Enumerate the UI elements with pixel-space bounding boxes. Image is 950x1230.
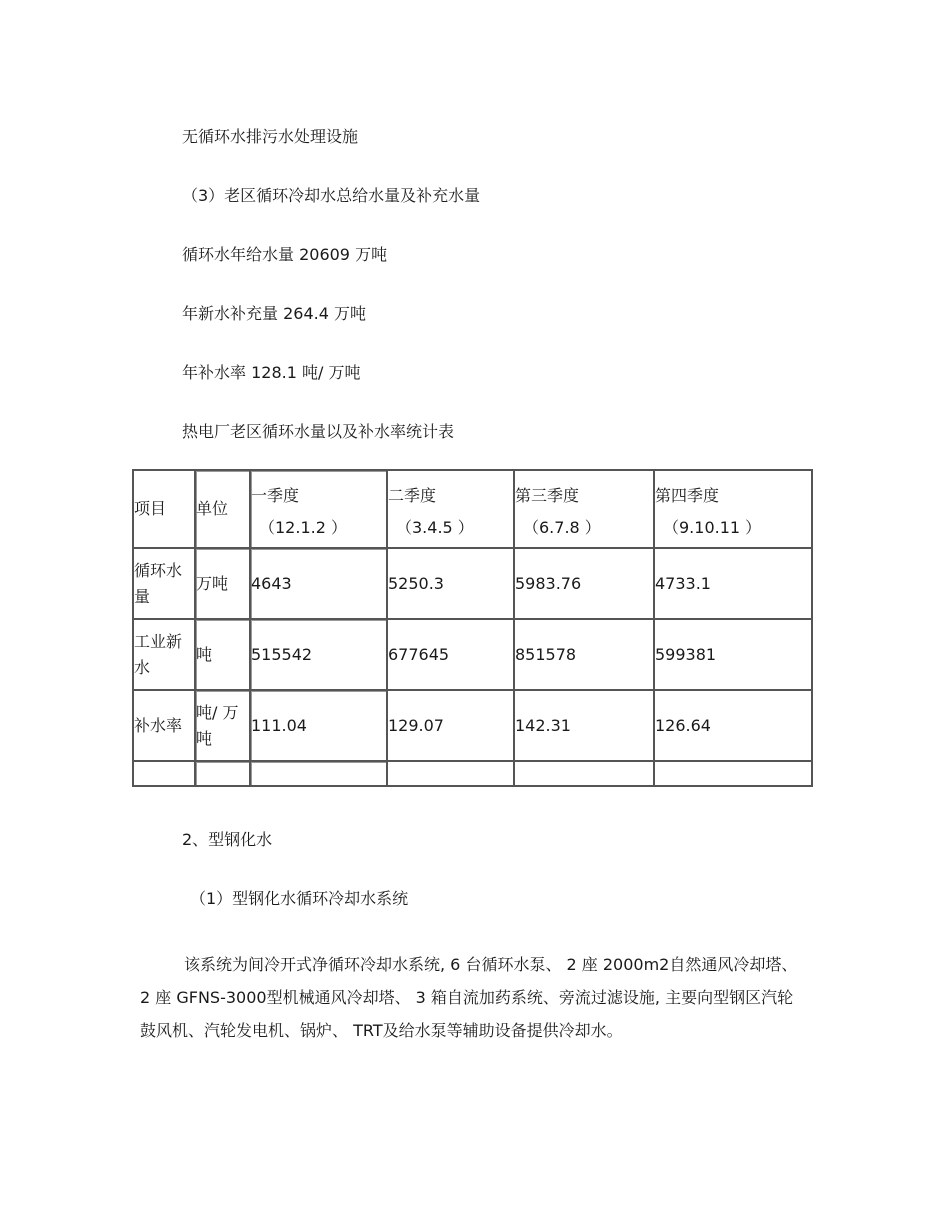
table-row <box>134 691 813 762</box>
text-line-new-water: 年新水补充量 264.4 万吨 <box>182 304 366 323</box>
table-header-row <box>134 471 813 549</box>
heading-old-area-water: （3）老区循环冷却水总给水量及补充水量 <box>182 186 481 205</box>
header-unit: 单位 <box>196 471 251 549</box>
row-unit: 吨 <box>196 620 251 691</box>
header-q1-months: （12.1.2 ） <box>259 518 347 537</box>
table-caption: 热电厂老区循环水量以及补水率统计表 <box>182 422 455 441</box>
empty-cell <box>196 762 251 787</box>
row-q4: 4733.1 <box>655 549 813 620</box>
row-q3: 851578 <box>515 620 655 691</box>
empty-cell <box>515 762 655 787</box>
body-paragraph <box>140 948 800 1047</box>
row-q1: 4643 <box>251 549 388 620</box>
row-q4: 126.64 <box>655 691 813 762</box>
section-subtitle: （1）型钢化水循环冷却水系统 <box>190 889 409 908</box>
row-q4: 599381 <box>655 620 813 691</box>
empty-cell <box>134 762 196 787</box>
header-q1-label: 一季度 <box>251 486 300 505</box>
header-q4 <box>655 471 813 549</box>
text-line-annual-supply: 循环水年给水量 20609 万吨 <box>182 245 388 264</box>
row-q3: 5983.76 <box>515 549 655 620</box>
text-line-no-treatment: 无循环水排污水处理设施 <box>182 127 359 146</box>
table-row <box>134 549 813 620</box>
text-line-makeup-rate: 年补水率 128.1 吨/ 万吨 <box>182 363 361 382</box>
header-q2-label: 二季度 <box>388 486 437 505</box>
empty-cell <box>251 762 388 787</box>
row-q2: 677645 <box>388 620 515 691</box>
row-item: 循环水量 <box>134 549 196 620</box>
row-unit: 吨/ 万吨 <box>196 691 251 762</box>
header-q3-label: 第三季度 <box>515 486 580 505</box>
header-q2 <box>388 471 515 549</box>
row-q2: 129.07 <box>388 691 515 762</box>
row-q2: 5250.3 <box>388 549 515 620</box>
row-q1: 515542 <box>251 620 388 691</box>
header-q3-months: （6.7.8 ） <box>523 518 601 537</box>
header-q4-label: 第四季度 <box>655 486 720 505</box>
header-q4-months: （9.10.11 ） <box>663 518 762 537</box>
empty-cell <box>388 762 515 787</box>
row-item: 补水率 <box>134 691 196 762</box>
water-stats-table <box>132 469 813 787</box>
row-q3: 142.31 <box>515 691 655 762</box>
row-unit: 万吨 <box>196 549 251 620</box>
header-item: 项目 <box>134 471 196 549</box>
row-q1: 111.04 <box>251 691 388 762</box>
empty-cell <box>655 762 813 787</box>
header-q3 <box>515 471 655 549</box>
table-row <box>134 620 813 691</box>
row-item: 工业新水 <box>134 620 196 691</box>
header-q2-months: （3.4.5 ） <box>396 518 474 537</box>
paragraph-text: 该系统为间冷开式净循环冷却水系统, 6 台循环水泵、 2 座 2000m2自然通风冷却塔、 2 座 GFNS-3000型机械通风冷却塔、 3 箱自流加药系统、旁流过滤设施, 主要向型钢区汽轮鼓风机、汽轮发电机、锅炉、 TRT及给水泵等辅助设备提供冷却水。 <box>140 955 798 1040</box>
header-q1 <box>251 471 388 549</box>
section-title: 2、型钢化水 <box>182 830 273 849</box>
table-empty-row <box>134 762 813 787</box>
